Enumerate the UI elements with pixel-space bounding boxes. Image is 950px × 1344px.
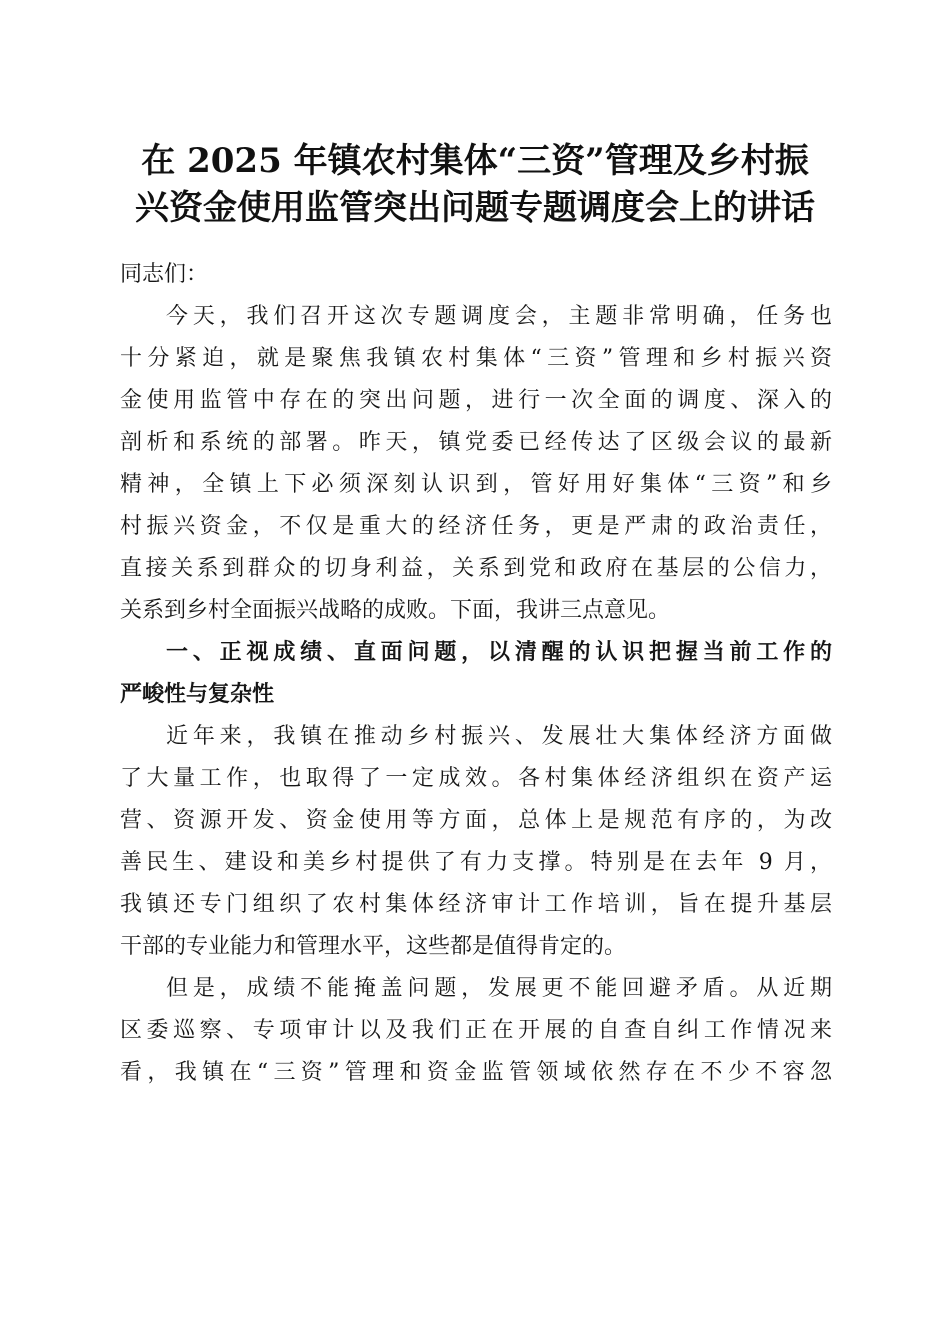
heading-line: 一、正视成绩、直面问题，以清醒的认识把握当前工作的 [166,640,832,665]
text-line: 金使用监管中存在的突出问题，进行一次全面的调度、深入的 [120,388,832,413]
title-line: 在 2025 年镇农村集体“三资”管理及乡村振 [141,141,809,181]
text-line: 直接关系到群众的切身利益，关系到党和政府在基层的公信力， [120,556,832,581]
text-line: 剖析和系统的部署。昨天，镇党委已经传达了区级会议的最新 [120,430,832,455]
text-line: 营、资源开发、资金使用等方面，总体上是规范有序的，为改 [120,808,832,833]
text-line: 今天，我们召开这次专题调度会，主题非常明确，任务也 [166,304,832,329]
text-line: 区委巡察、专项审计以及我们正在开展的自查自纠工作情况来 [120,1018,832,1043]
text-line: 看，我镇在“三资”管理和资金监管领域依然存在不少不容忽 [120,1060,832,1085]
text-line: 近年来，我镇在推动乡村振兴、发展壮大集体经济方面做 [166,724,832,749]
heading-line: 严峻性与复杂性 [120,682,275,707]
document-title [115,138,835,232]
text-line: 十分紧迫，就是聚焦我镇农村集体“三资”管理和乡村振兴资 [120,346,832,371]
section-heading-1 [120,632,832,716]
document-body [120,254,832,1094]
text-line: 了大量工作，也取得了一定成效。各村集体经济组织在资产运 [120,766,832,791]
text-line: 精神，全镇上下必须深刻认识到，管好用好集体“三资”和乡 [120,472,832,497]
text-line: 干部的专业能力和管理水平，这些都是值得肯定的。 [120,934,627,959]
text-line: 善民生、建设和美乡村提供了有力支撑。特别是在去年 9 月， [120,850,832,875]
paragraph-problems [120,968,832,1094]
salutation-text: 同志们： [120,262,209,287]
salutation [120,254,832,296]
title-line: 兴资金使用监管突出问题专题调度会上的讲话 [135,188,815,228]
paragraph-opening [120,296,832,632]
text-line: 关系到乡村全面振兴战略的成败。下面，我讲三点意见。 [120,598,671,623]
paragraph-achievements [120,716,832,968]
text-line: 村振兴资金，不仅是重大的经济任务，更是严肃的政治责任， [120,514,832,539]
text-line: 我镇还专门组织了农村集体经济审计工作培训，旨在提升基层 [120,892,832,917]
text-line: 但是，成绩不能掩盖问题，发展更不能回避矛盾。从近期 [166,976,832,1001]
